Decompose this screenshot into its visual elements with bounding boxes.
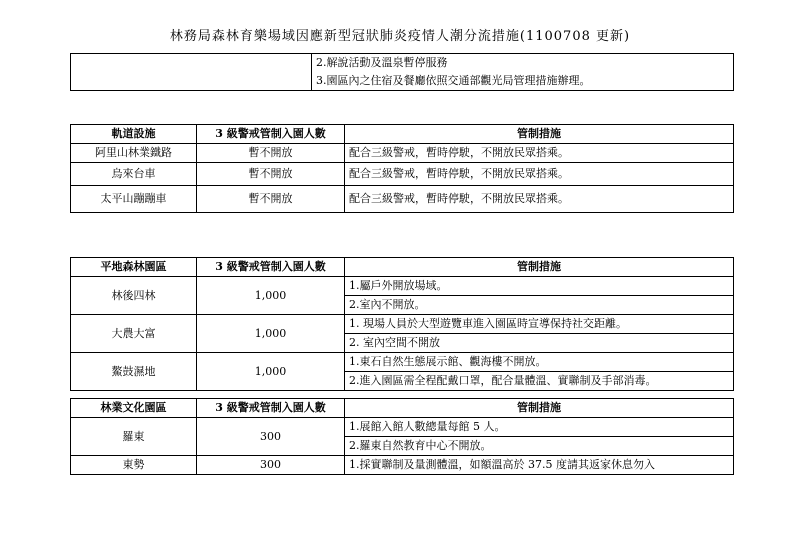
page-title: 林務局森林育樂場域因應新型冠狀肺炎疫情人潮分流措施(1100708 更新): [169, 29, 631, 44]
plain-forest-table: [70, 257, 734, 391]
table-row: [71, 163, 734, 186]
plain-measures: [345, 277, 734, 315]
culture-header-park: 林業文化園區: [71, 399, 197, 418]
rail-header-limit: 3 級警戒管制入園人數: [197, 125, 345, 144]
measure-line: 2.室內不開放。: [345, 295, 733, 314]
table-row: [71, 456, 734, 475]
culture-name: 東勢: [71, 456, 197, 475]
rail-header-measure: 管制措施: [345, 125, 734, 144]
culture-name: 羅東: [71, 418, 197, 456]
rail-measure: 配合三級警戒，暫時停駛，不開放民眾搭乘。: [345, 163, 734, 186]
table-row: [71, 277, 734, 315]
rail-name: 烏來台車: [71, 163, 197, 186]
culture-header-limit: 3 級警戒管制入園人數: [197, 399, 345, 418]
rail-table: [70, 124, 734, 213]
rail-name: 阿里山林業鐵路: [71, 144, 197, 163]
plain-measures: [345, 353, 734, 391]
top-measure-cell: [312, 54, 734, 91]
top-empty-cell: [71, 54, 312, 91]
plain-name: 鰲鼓濕地: [71, 353, 197, 391]
rail-name: 太平山蹦蹦車: [71, 186, 197, 213]
culture-table: [70, 398, 734, 475]
measure-line: 1. 現場人員於大型遊覽車進入園區時宣導保持社交距離。: [349, 317, 627, 330]
table-row: [71, 144, 734, 163]
rail-measure: 配合三級警戒，暫時停駛，不開放民眾搭乘。: [345, 186, 734, 213]
rail-measure: 配合三級警戒，暫時停駛，不開放民眾搭乘。: [345, 144, 734, 163]
measure-line: 1.採實聯制及量測體溫，如額溫高於 37.5 度請其返家休息勿入: [345, 456, 734, 475]
plain-header-measure: 管制措施: [345, 258, 734, 277]
plain-limit: 1,000: [197, 277, 345, 315]
plain-header-limit: 3 級警戒管制入園人數: [197, 258, 345, 277]
top-table: [70, 53, 734, 91]
measure-line: 1.展館入館人數總量每館 5 人。: [349, 420, 506, 433]
measure-line: 2.進入園區需全程配戴口罩，配合量體溫、實聯制及手部消毒。: [345, 371, 733, 390]
table-row: [71, 186, 734, 213]
plain-limit: 1,000: [197, 353, 345, 391]
plain-measures: [345, 315, 734, 353]
rail-limit: 暫不開放: [197, 186, 345, 213]
plain-header-park: 平地森林園區: [71, 258, 197, 277]
rail-limit: 暫不開放: [197, 163, 345, 186]
culture-limit: 300: [197, 456, 345, 475]
plain-name: 大農大富: [71, 315, 197, 353]
measure-line: 2.羅東自然教育中心不開放。: [345, 436, 733, 455]
culture-measures: [345, 418, 734, 456]
measure-line: 1.屬戶外開放場域。: [349, 279, 448, 292]
culture-header-measure: 管制措施: [345, 399, 734, 418]
rail-limit: 暫不開放: [197, 144, 345, 163]
table-row: [71, 418, 734, 456]
measure-line: 2. 室內空間不開放: [345, 333, 733, 352]
top-line-1: 2.解說活動及溫泉暫停服務: [316, 56, 448, 69]
top-line-2: 3.園區內之住宿及餐廳依照交通部觀光局管理措施辦理。: [316, 74, 591, 87]
culture-limit: 300: [197, 418, 345, 456]
table-row: [71, 315, 734, 353]
plain-limit: 1,000: [197, 315, 345, 353]
rail-header-facility: 軌道設施: [71, 125, 197, 144]
measure-line: 1.東石自然生態展示館、觀海樓不開放。: [349, 355, 547, 368]
plain-name: 林後四林: [71, 277, 197, 315]
table-row: [71, 353, 734, 391]
